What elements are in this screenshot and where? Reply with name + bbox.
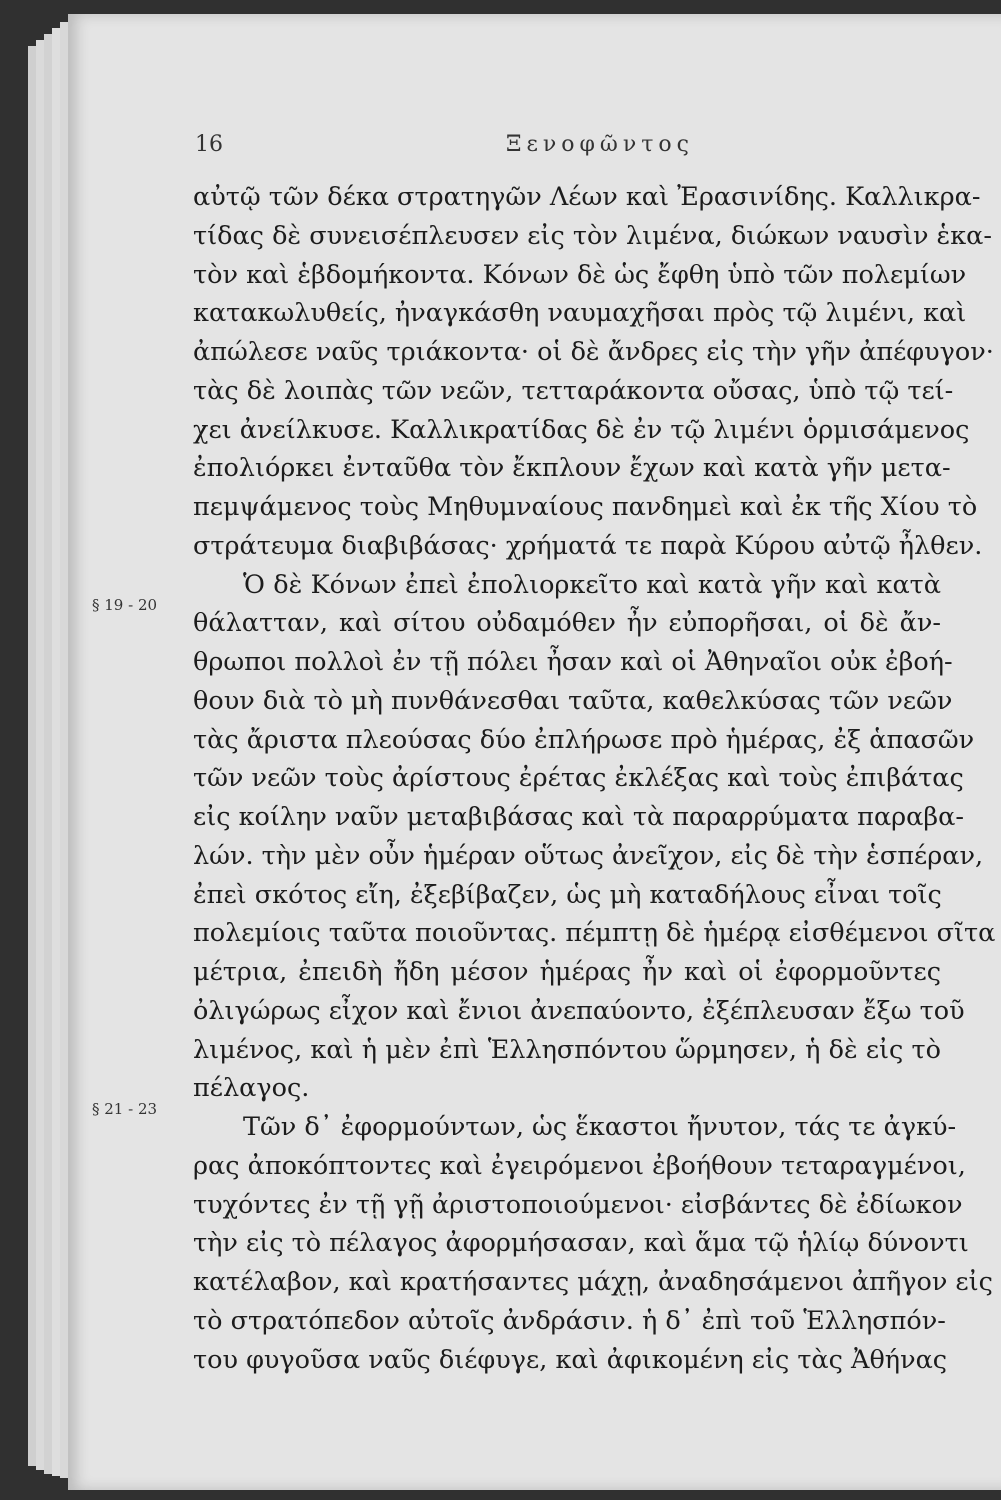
text-line: κατέλαβον, καὶ κρατήσαντες μάχῃ, ἀναδησάμενοι ἀπῆγον εἰς	[193, 1267, 993, 1297]
text-line: λιμένος, καὶ ἡ μὲν ἐπὶ Ἑλλησπόντου ὥρμησεν, ἡ δὲ εἰς τὸ	[193, 1034, 941, 1065]
text-line: κατακωλυθείς, ἠναγκάσθη ναυμαχῆσαι πρὸς τῷ λιμένι, καὶ	[193, 298, 967, 329]
text-line: λών. τὴν μὲν οὖν ἡμέραν οὕτως ἀνεῖχον, εἰς δὲ τὴν ἑσπέραν,	[193, 840, 984, 871]
running-head	[195, 132, 940, 162]
text-line: θάλατταν, καὶ σίτου οὐδαμόθεν ἦν εὐπορῆσαι, οἱ δὲ ἄν-	[193, 608, 941, 639]
text-line: ὀλιγώρως εἶχον καὶ ἔνιοι ἀνεπαύοντο, ἐξέπλευσαν ἔξω τοῦ	[193, 995, 965, 1026]
text-line: τὸ στρατόπεδον αὐτοῖς ἀνδράσιν. ἡ δ᾽ ἐπὶ τοῦ Ἑλλησπόν-	[193, 1305, 946, 1336]
text-line: ἐπολιόρκει ἐνταῦθα τὸν ἔκπλουν ἔχων καὶ κατὰ γῆν μετα-	[193, 453, 951, 484]
text-line: τὰς δὲ λοιπὰς τῶν νεῶν, τετταράκοντα οὔσας, ὑπὸ τῷ τεί-	[193, 375, 954, 406]
page-number: 16	[195, 132, 223, 157]
text-line: μέτρια, ἐπειδὴ ἤδη μέσον ἡμέρας ἦν καὶ οἱ ἐφορμοῦντες	[193, 957, 941, 987]
main-text	[193, 178, 996, 1379]
text-line: τὴν εἰς τὸ πέλαγος ἀφορμήσασαν, καὶ ἅμα τῷ ἡλίῳ δύνοντι	[193, 1228, 969, 1259]
text-line: χει ἀνείλκυσε. Καλλικρατίδας δὲ ἐν τῷ λιμένι ὁρμισάμενος	[193, 414, 970, 445]
text-line: πολεμίοις ταῦτα ποιοῦντας. πέμπτῃ δὲ ἡμέρᾳ εἰσθέμενοι σῖτα	[193, 918, 996, 949]
text-line: Τῶν δ᾽ ἐφορμούντων, ὡς ἕκαστοι ἤνυτον, τάς τε ἀγκύ-	[243, 1112, 957, 1142]
text-line: πεμψάμενος τοὺς Μηθυμναίους πανδημεὶ καὶ ἐκ τῆς Χίου τὸ	[193, 492, 978, 522]
text-line: στράτευμα διαβιβάσας· χρήματά τε παρὰ Κύρου αὐτῷ ἦλθεν.	[193, 530, 983, 561]
text-line: θρωποι πολλοὶ ἐν τῇ πόλει ἦσαν καὶ οἱ Ἀθηναῖοι οὐκ ἐβοή-	[193, 647, 953, 677]
text-line: θουν διὰ τὸ μὴ πυνθάνεσθαι ταῦτα, καθελκύσας τῶν νεῶν	[193, 685, 953, 716]
margin-note-section-19-20: § 19 - 20	[92, 596, 158, 614]
text-line: τίδας δὲ συνεισέπλευσεν εἰς τὸν λιμένα, διώκων ναυσὶν ἑκα-	[193, 220, 993, 251]
text-line: τῶν νεῶν τοὺς ἀρίστους ἐρέτας ἐκλέξας καὶ τοὺς ἐπιβάτας	[193, 763, 964, 794]
text-line: του φυγοῦσα ναῦς διέφυγε, καὶ ἀφικομένη εἰς τὰς Ἀθήνας	[193, 1344, 948, 1375]
text-line: εἰς κοίλην ναῦν μεταβιβάσας καὶ τὰ παραρρύματα παραβα-	[193, 802, 964, 832]
text-line: ἀπώλεσε ναῦς τριάκοντα· οἱ δὲ ἄνδρες εἰς τὴν γῆν ἀπέφυγον·	[193, 337, 994, 367]
margin-note-section-21-23: § 21 - 23	[92, 1100, 158, 1118]
text-line: τὰς ἄριστα πλεούσας δύο ἐπλήρωσε πρὸ ἡμέρας, ἐξ ἁπασῶν	[193, 724, 975, 755]
text-line: αὐτῷ τῶν δέκα στρατηγῶν Λέων καὶ Ἐρασινίδης. Καλλικρα-	[193, 182, 981, 212]
text-line: τυχόντες ἐν τῇ γῇ ἀριστοποιούμενοι· εἰσβάντες δὲ ἐδίωκον	[193, 1189, 963, 1220]
text-line: Ὁ δὲ Κόνων ἐπεὶ ἐπολιορκεῖτο καὶ κατὰ γῆν καὶ κατὰ	[243, 569, 941, 600]
text-line: τὸν καὶ ἑβδομήκοντα. Κόνων δὲ ὡς ἔφθη ὑπὸ τῶν πολεμίων	[193, 259, 967, 290]
running-title: Ξενοφῶντος	[506, 132, 694, 157]
text-line: πέλαγος.	[193, 1073, 310, 1104]
text-line: ἐπεὶ σκότος εἴη, ἐξεβίβαζεν, ὡς μὴ καταδήλους εἶναι τοῖς	[193, 879, 942, 910]
text-line: ρας ἀποκόπτοντες καὶ ἐγειρόμενοι ἐβοήθουν τεταραγμένοι,	[193, 1150, 966, 1181]
